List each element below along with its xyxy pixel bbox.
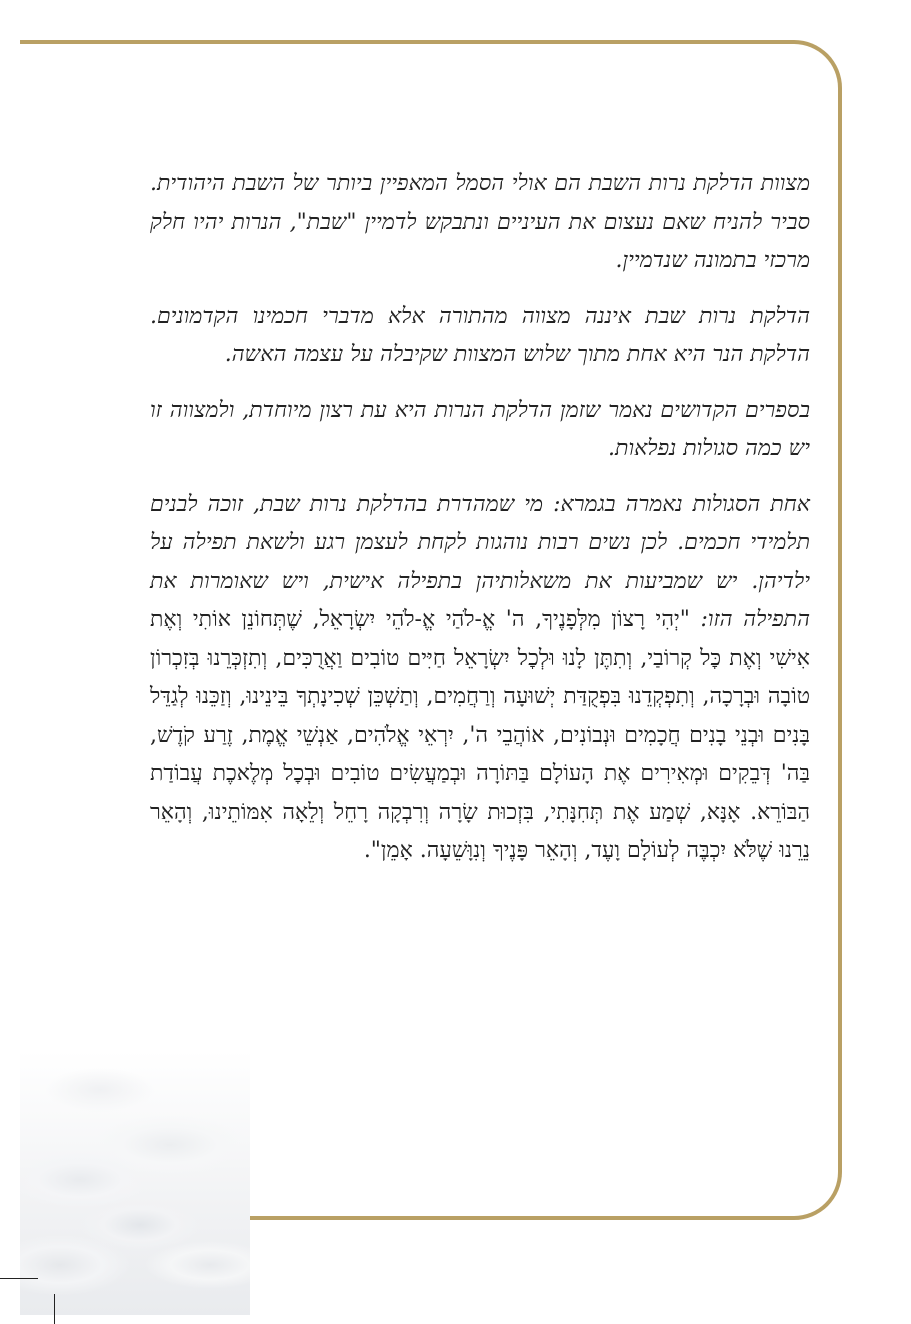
crop-mark-vertical [54, 1294, 55, 1324]
article-body [150, 165, 810, 871]
paragraph-4 [150, 486, 810, 871]
paragraph-1: מצוות הדלקת נרות השבת הם אולי הסמל המאפיין ביותר של השבת היהודית. סביר להניח שאם נעצום את העיניים ונתבקש לדמיין "שבת", הנרות יהיו חלק מרכזי בתמונה שנדמיין. [150, 171, 810, 273]
crop-mark-horizontal [0, 1278, 38, 1279]
prayer-text: "יְהִי רָצוֹן מִלְּפָנֶיךָ, ה' אֱ-לֹהַי אֱ-לֹהֵי יִשְׂרָאֵל, שֶׁתְּחוֹנֵן אוֹתִי וְאֶת אִישִׁי וְאֶת כׇּל קְרוֹבַי, וְתִתֶּן לָנוּ וּלְכׇל יִשְׂרָאֵל חַיִּים טוֹבִים וַאֲרֻכִּים, וְתִזְכְּרֵנוּ בְּזִכְרוֹן טוֹבָה וּבְרָכָה, וְתִפְקְדֵנוּ בִּפְקֻדַּת יְשׁוּעָה וְרַחֲמִים, וְתַשְׁכֵּן שְׁכִינָתְךָ בֵּינֵינוּ, וְזַכֵּנוּ לְגַדֵּל בָּנִים וּבְנֵי בָנִים חֲכָמִים וּנְבוֹנִים, אוֹהֲבֵי ה', יִרְאֵי אֱלֹהִים, אַנְשֵׁי אֱמֶת, זֶרַע קֹדֶשׁ, בַּה' דְּבֵקִים וּמְאִירִים אֶת הָעוֹלָם בַּתּוֹרָה וּבְמַעֲשִׂים טוֹבִים וּבְכׇל מְלֶאכֶת עֲבוֹדַת הַבּוֹרֵא. אָנָּא, שְׁמַע אֶת תְּחִנָּתִי, בִּזְכוּת שָׂרָה וְרִבְקָה רָחֵל וְלֵאָה אִמּוֹתֵינוּ, וְהָאֵר נֵרֵנוּ שֶׁלֹּא יִכְבֶּה לְעוֹלָם וָעֶד, וְהָאֵר פָּנֶיךָ וְנִוָּשֵׁעָה. אָמֵן". [150, 607, 810, 863]
paragraph-2: הדלקת נרות שבת איננה מצווה מהתורה אלא מדברי חכמינו הקדמונים. הדלקת הנר היא אחת מתוך שלוש המצוות שקיבלה על עצמה האשה. [150, 303, 810, 367]
paragraph-3: בספרים הקדושים נאמר שזמן הדלקת הנרות היא עת רצון מיוחדת, ולמצווה זו יש כמה סגולות נפלאות. [150, 397, 810, 461]
paragraph-4-intro: אחת הסגולות נאמרה בגמרא: מי שמהדרת בהדלקת נרות שבת, זוכה לבנים תלמידי חכמים. לכן נשים רבות נוהגות לקחת לעצמן רגע ולשאת תפילה על ילדיהן. יש שמביעות את משאלותיהן בתפילה אישית, ויש שאומרות את התפילה הזו: [150, 491, 810, 632]
white-petals-image [20, 1050, 250, 1315]
